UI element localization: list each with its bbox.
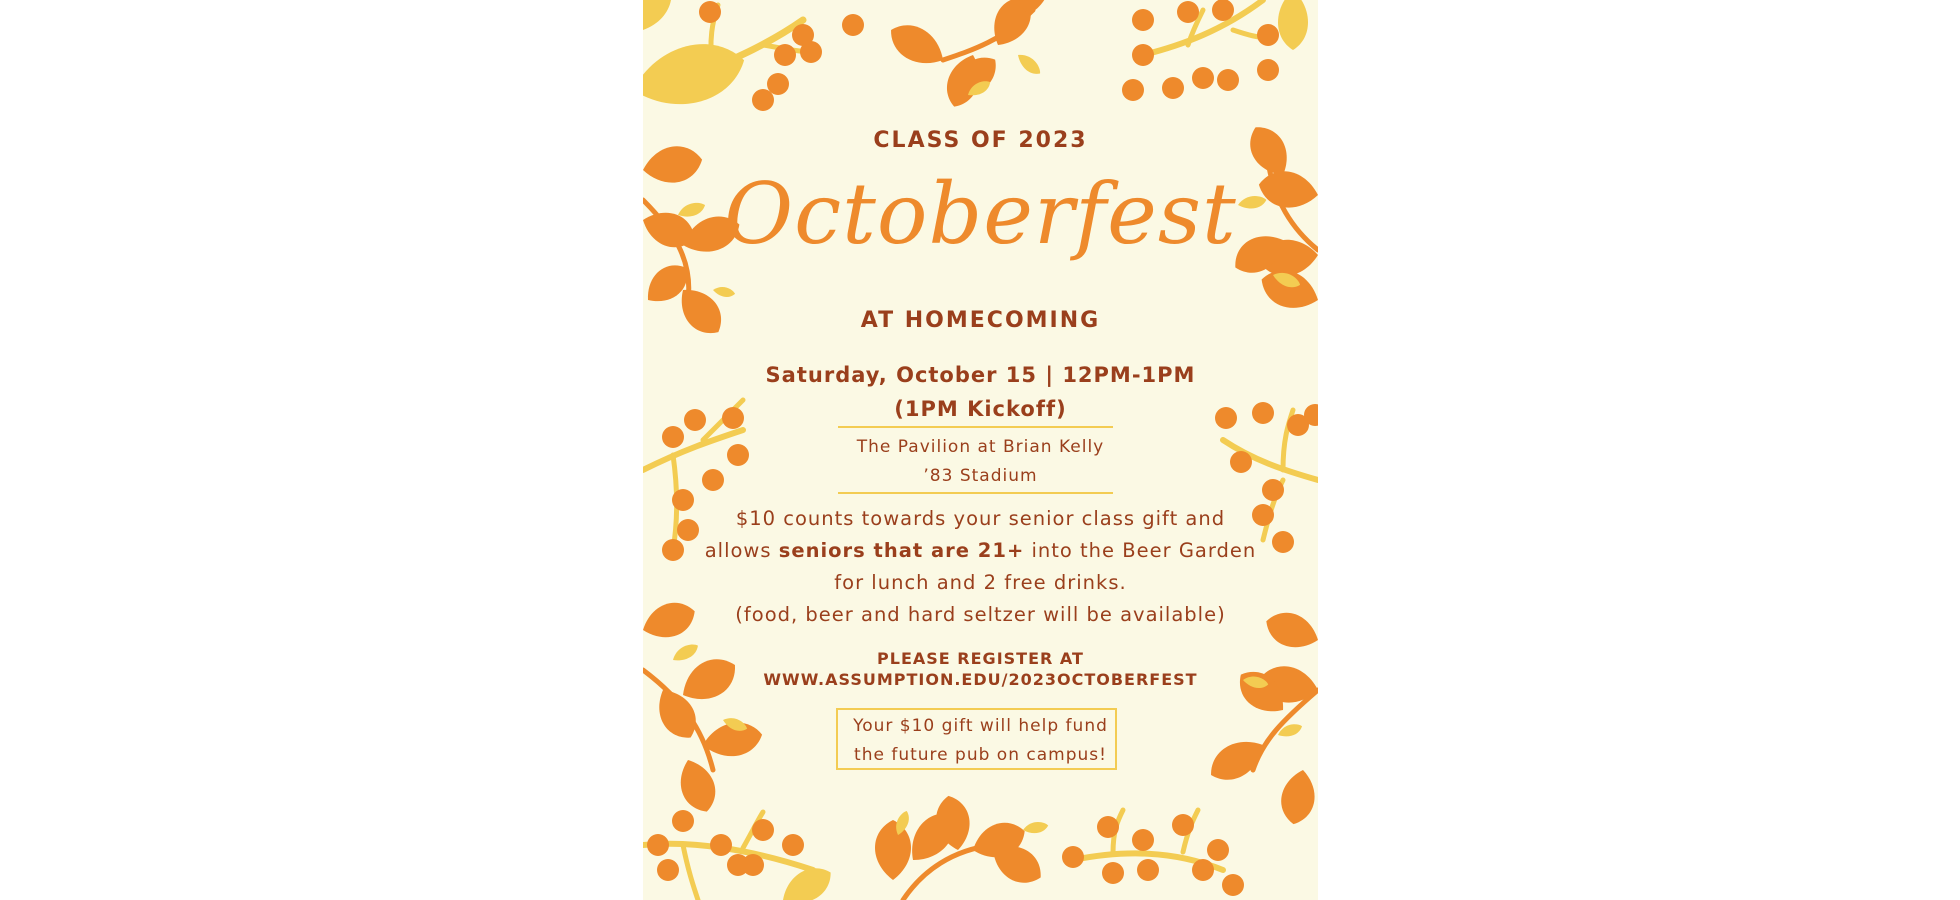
register-url[interactable]: WWW.ASSUMPTION.EDU/2023OCTOBERFEST (763, 670, 1198, 689)
description-line: for lunch and 2 free drinks. (834, 571, 1127, 594)
divider-bottom (838, 492, 1113, 494)
berry-icon (774, 44, 796, 66)
leaf-icon (883, 16, 951, 75)
berry-icon (782, 834, 804, 856)
description-text: allows (704, 539, 779, 562)
leaf-icon (643, 0, 679, 36)
class-of-heading: CLASS OF 2023 (873, 128, 1088, 153)
description-line (643, 535, 1318, 567)
berry-icon (842, 14, 864, 36)
berry-icon (752, 819, 774, 841)
berry-icon (1192, 859, 1214, 881)
droplet-icon (1022, 820, 1049, 835)
berry-icon (1162, 77, 1184, 99)
berry-icon (752, 89, 774, 111)
description-text: into the Beer Garden (1024, 539, 1257, 562)
berry-icon (1062, 846, 1084, 868)
berry-icon (767, 73, 789, 95)
leaf-icon (875, 820, 911, 880)
registration-info (643, 648, 1318, 690)
branch-stem (683, 845, 698, 900)
berry-icon (1132, 829, 1154, 851)
berry-icon (1097, 816, 1119, 838)
berry-icon (1257, 59, 1279, 81)
flyer (643, 0, 1318, 900)
leaf-icon (1278, 0, 1308, 50)
berry-icon (672, 810, 694, 832)
at-homecoming-subheading: AT HOMECOMING (860, 308, 1101, 333)
datetime-line: Saturday, October 15 | 12PM-1PM (765, 363, 1196, 387)
berry-icon (1217, 69, 1239, 91)
divider-top (838, 426, 1113, 428)
droplet-icon (1014, 50, 1044, 78)
berry-icon (742, 854, 764, 876)
location-line: ’83 Stadium (923, 466, 1038, 486)
berry-icon (1177, 1, 1199, 23)
berry-icon (1192, 67, 1214, 89)
berry-icon (1212, 0, 1234, 21)
berry-icon (1132, 44, 1154, 66)
description-emphasis: seniors that are 21+ (778, 539, 1025, 562)
berry-icon (1257, 24, 1279, 46)
description-line: (food, beer and hard seltzer will be available) (735, 603, 1226, 626)
berry-icon (1222, 874, 1244, 896)
berry-icon (1137, 859, 1159, 881)
berry-icon (647, 834, 669, 856)
kickoff-line: (1PM Kickoff) (894, 397, 1067, 421)
leaf-icon (643, 33, 751, 118)
gift-note-line: the future pub on campus! (854, 745, 1107, 765)
berry-icon (1132, 9, 1154, 31)
droplet-icon (712, 285, 736, 298)
event-datetime (643, 358, 1318, 426)
event-location (643, 433, 1318, 491)
berry-icon (1207, 839, 1229, 861)
gift-note-line: Your $10 gift will help fund (853, 716, 1108, 736)
berry-icon (657, 859, 679, 881)
berry-icon (1102, 862, 1124, 884)
event-description (643, 503, 1318, 631)
gift-note (643, 712, 1318, 770)
register-label: PLEASE REGISTER AT (877, 649, 1084, 668)
location-line: The Pavilion at Brian Kelly (856, 437, 1105, 457)
berry-icon (699, 1, 721, 23)
berry-icon (1172, 814, 1194, 836)
leaf-icon (1277, 767, 1318, 827)
event-title: Octoberfest (724, 165, 1237, 263)
description-line: $10 counts towards your senior class gift and (735, 507, 1226, 530)
berry-icon (1122, 79, 1144, 101)
berry-icon (710, 834, 732, 856)
berry-icon (792, 24, 814, 46)
